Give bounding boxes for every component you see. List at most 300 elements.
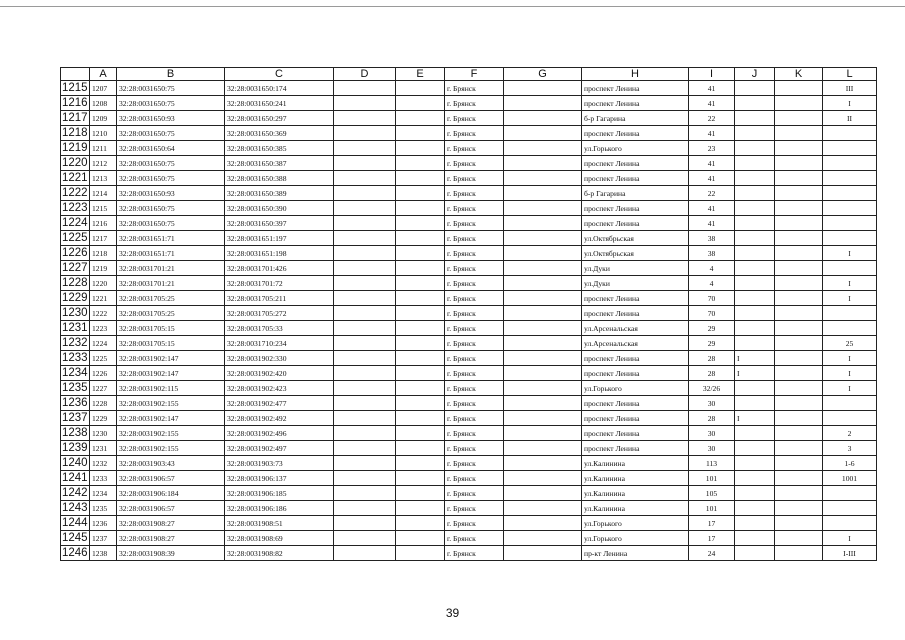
cell-d[interactable] (334, 381, 396, 396)
row-header[interactable]: 1242 (62, 486, 88, 499)
cell-l[interactable]: 2 (823, 426, 877, 441)
row-header[interactable]: 1227 (62, 261, 88, 274)
cell-b[interactable]: 32:28:0031902:155 (117, 426, 225, 441)
cell-j[interactable] (735, 531, 775, 546)
cell-a[interactable]: 1232 (90, 456, 117, 471)
cell-h[interactable]: проспект Ленина (582, 156, 689, 171)
cell-i[interactable]: 29 (689, 336, 735, 351)
cell-a[interactable]: 1238 (90, 546, 117, 561)
cell-h[interactable]: проспект Ленина (582, 366, 689, 381)
row-header[interactable]: 1217 (62, 111, 88, 124)
cell-f[interactable]: г. Брянск (445, 426, 504, 441)
cell-i[interactable]: 70 (689, 291, 735, 306)
cell-c[interactable]: 32:28:0031902:477 (225, 396, 334, 411)
cell-e[interactable] (396, 486, 445, 501)
cell-e[interactable] (396, 81, 445, 96)
cell-f[interactable]: г. Брянск (445, 486, 504, 501)
cell-g[interactable] (504, 231, 582, 246)
cell-a[interactable]: 1209 (90, 111, 117, 126)
cell-g[interactable] (504, 411, 582, 426)
cell-d[interactable] (334, 411, 396, 426)
cell-g[interactable] (504, 351, 582, 366)
column-header-g[interactable]: G (504, 68, 582, 81)
cell-i[interactable]: 30 (689, 441, 735, 456)
row-header[interactable]: 1243 (62, 501, 88, 514)
cell-b[interactable]: 32:28:0031906:57 (117, 501, 225, 516)
cell-g[interactable] (504, 171, 582, 186)
column-header-c[interactable]: C (225, 68, 334, 81)
cell-k[interactable] (775, 351, 823, 366)
cell-d[interactable] (334, 396, 396, 411)
cell-e[interactable] (396, 411, 445, 426)
row-header[interactable]: 1230 (62, 306, 88, 319)
cell-c[interactable]: 32:28:0031701:426 (225, 261, 334, 276)
cell-g[interactable] (504, 441, 582, 456)
cell-h[interactable]: б-р Гагарина (582, 111, 689, 126)
cell-d[interactable] (334, 366, 396, 381)
cell-e[interactable] (396, 96, 445, 111)
cell-f[interactable]: г. Брянск (445, 186, 504, 201)
cell-c[interactable]: 32:28:0031902:496 (225, 426, 334, 441)
cell-i[interactable]: 30 (689, 426, 735, 441)
cell-a[interactable]: 1214 (90, 186, 117, 201)
cell-e[interactable] (396, 126, 445, 141)
cell-e[interactable] (396, 336, 445, 351)
cell-l[interactable] (823, 321, 877, 336)
cell-f[interactable]: г. Брянск (445, 141, 504, 156)
cell-d[interactable] (334, 291, 396, 306)
cell-c[interactable]: 32:28:0031650:369 (225, 126, 334, 141)
cell-l[interactable] (823, 231, 877, 246)
cell-j[interactable] (735, 246, 775, 261)
cell-c[interactable]: 32:28:0031650:387 (225, 156, 334, 171)
cell-b[interactable]: 32:28:0031650:64 (117, 141, 225, 156)
cell-d[interactable] (334, 441, 396, 456)
cell-a[interactable]: 1211 (90, 141, 117, 156)
row-header[interactable]: 1239 (62, 441, 88, 454)
cell-b[interactable]: 32:28:0031908:27 (117, 516, 225, 531)
row-header[interactable]: 1241 (62, 471, 88, 484)
cell-j[interactable] (735, 501, 775, 516)
cell-a[interactable]: 1225 (90, 351, 117, 366)
cell-g[interactable] (504, 201, 582, 216)
cell-l[interactable] (823, 261, 877, 276)
cell-a[interactable]: 1228 (90, 396, 117, 411)
cell-l[interactable] (823, 156, 877, 171)
cell-d[interactable] (334, 546, 396, 561)
cell-g[interactable] (504, 96, 582, 111)
cell-d[interactable] (334, 261, 396, 276)
cell-k[interactable] (775, 216, 823, 231)
cell-j[interactable] (735, 336, 775, 351)
cell-g[interactable] (504, 336, 582, 351)
cell-k[interactable] (775, 306, 823, 321)
cell-g[interactable] (504, 306, 582, 321)
cell-f[interactable]: г. Брянск (445, 111, 504, 126)
cell-f[interactable]: г. Брянск (445, 381, 504, 396)
cell-b[interactable]: 32:28:0031902:115 (117, 381, 225, 396)
cell-j[interactable] (735, 231, 775, 246)
cell-b[interactable]: 32:28:0031651:71 (117, 231, 225, 246)
cell-e[interactable] (396, 231, 445, 246)
cell-e[interactable] (396, 381, 445, 396)
cell-e[interactable] (396, 366, 445, 381)
cell-b[interactable]: 32:28:0031651:71 (117, 246, 225, 261)
cell-k[interactable] (775, 81, 823, 96)
cell-i[interactable]: 17 (689, 516, 735, 531)
cell-b[interactable]: 32:28:0031650:75 (117, 201, 225, 216)
cell-d[interactable] (334, 306, 396, 321)
cell-a[interactable]: 1226 (90, 366, 117, 381)
cell-c[interactable]: 32:28:0031650:297 (225, 111, 334, 126)
cell-a[interactable]: 1227 (90, 381, 117, 396)
cell-c[interactable]: 32:28:0031650:389 (225, 186, 334, 201)
cell-j[interactable] (735, 426, 775, 441)
cell-i[interactable]: 4 (689, 261, 735, 276)
cell-a[interactable]: 1218 (90, 246, 117, 261)
cell-i[interactable]: 28 (689, 351, 735, 366)
cell-l[interactable] (823, 516, 877, 531)
cell-j[interactable] (735, 441, 775, 456)
cell-c[interactable]: 32:28:0031906:186 (225, 501, 334, 516)
cell-l[interactable] (823, 141, 877, 156)
row-header[interactable]: 1221 (62, 171, 88, 184)
cell-g[interactable] (504, 501, 582, 516)
cell-k[interactable] (775, 321, 823, 336)
cell-j[interactable] (735, 396, 775, 411)
cell-l[interactable]: 1-6 (823, 456, 877, 471)
cell-e[interactable] (396, 261, 445, 276)
cell-j[interactable] (735, 486, 775, 501)
cell-k[interactable] (775, 486, 823, 501)
cell-d[interactable] (334, 201, 396, 216)
cell-i[interactable]: 41 (689, 156, 735, 171)
cell-i[interactable]: 17 (689, 531, 735, 546)
cell-c[interactable]: 32:28:0031651:198 (225, 246, 334, 261)
cell-c[interactable]: 32:28:0031705:272 (225, 306, 334, 321)
cell-h[interactable]: ул.Калинина (582, 471, 689, 486)
cell-g[interactable] (504, 81, 582, 96)
cell-c[interactable]: 32:28:0031650:397 (225, 216, 334, 231)
cell-l[interactable] (823, 501, 877, 516)
cell-g[interactable] (504, 111, 582, 126)
cell-l[interactable]: I (823, 531, 877, 546)
cell-f[interactable]: г. Брянск (445, 501, 504, 516)
cell-b[interactable]: 32:28:0031650:75 (117, 96, 225, 111)
cell-d[interactable] (334, 501, 396, 516)
cell-f[interactable]: г. Брянск (445, 411, 504, 426)
cell-e[interactable] (396, 246, 445, 261)
cell-e[interactable] (396, 111, 445, 126)
cell-l[interactable]: 25 (823, 336, 877, 351)
cell-b[interactable]: 32:28:0031650:93 (117, 186, 225, 201)
cell-k[interactable] (775, 411, 823, 426)
cell-i[interactable]: 41 (689, 171, 735, 186)
cell-b[interactable]: 32:28:0031705:15 (117, 336, 225, 351)
cell-e[interactable] (396, 171, 445, 186)
cell-d[interactable] (334, 516, 396, 531)
cell-g[interactable] (504, 486, 582, 501)
cell-b[interactable]: 32:28:0031705:25 (117, 291, 225, 306)
cell-k[interactable] (775, 441, 823, 456)
cell-j[interactable]: I (735, 351, 775, 366)
cell-c[interactable]: 32:28:0031902:492 (225, 411, 334, 426)
cell-a[interactable]: 1235 (90, 501, 117, 516)
cell-f[interactable]: г. Брянск (445, 441, 504, 456)
cell-i[interactable]: 30 (689, 396, 735, 411)
cell-a[interactable]: 1230 (90, 426, 117, 441)
cell-g[interactable] (504, 126, 582, 141)
cell-g[interactable] (504, 426, 582, 441)
cell-c[interactable]: 32:28:0031902:423 (225, 381, 334, 396)
row-header[interactable]: 1219 (62, 141, 88, 154)
cell-d[interactable] (334, 111, 396, 126)
cell-h[interactable]: б-р Гагарина (582, 186, 689, 201)
cell-c[interactable]: 32:28:0031650:385 (225, 141, 334, 156)
cell-e[interactable] (396, 321, 445, 336)
cell-l[interactable]: I (823, 381, 877, 396)
cell-i[interactable]: 28 (689, 411, 735, 426)
cell-f[interactable]: г. Брянск (445, 546, 504, 561)
cell-e[interactable] (396, 291, 445, 306)
cell-f[interactable]: г. Брянск (445, 306, 504, 321)
cell-a[interactable]: 1236 (90, 516, 117, 531)
column-header-b[interactable]: B (117, 68, 225, 81)
cell-i[interactable]: 41 (689, 81, 735, 96)
cell-l[interactable]: I (823, 96, 877, 111)
cell-j[interactable] (735, 471, 775, 486)
row-header[interactable]: 1237 (62, 411, 88, 424)
row-header[interactable]: 1215 (62, 81, 88, 94)
cell-b[interactable]: 32:28:0031902:147 (117, 366, 225, 381)
column-header-l[interactable]: L (823, 68, 877, 81)
row-header[interactable]: 1245 (62, 531, 88, 544)
cell-k[interactable] (775, 96, 823, 111)
cell-j[interactable] (735, 81, 775, 96)
cell-g[interactable] (504, 366, 582, 381)
cell-e[interactable] (396, 426, 445, 441)
cell-a[interactable]: 1210 (90, 126, 117, 141)
cell-h[interactable]: проспект Ленина (582, 396, 689, 411)
cell-h[interactable]: ул.Дуки (582, 276, 689, 291)
column-header-j[interactable]: J (735, 68, 775, 81)
row-header[interactable]: 1220 (62, 156, 88, 169)
cell-h[interactable]: ул.Калинина (582, 486, 689, 501)
cell-a[interactable]: 1213 (90, 171, 117, 186)
cell-a[interactable]: 1219 (90, 261, 117, 276)
cell-d[interactable] (334, 216, 396, 231)
cell-k[interactable] (775, 396, 823, 411)
cell-k[interactable] (775, 426, 823, 441)
cell-g[interactable] (504, 516, 582, 531)
cell-h[interactable]: проспект Ленина (582, 426, 689, 441)
cell-b[interactable]: 32:28:0031906:57 (117, 471, 225, 486)
cell-b[interactable]: 32:28:0031902:147 (117, 411, 225, 426)
cell-c[interactable]: 32:28:0031902:330 (225, 351, 334, 366)
cell-f[interactable]: г. Брянск (445, 246, 504, 261)
cell-a[interactable]: 1233 (90, 471, 117, 486)
cell-c[interactable]: 32:28:0031650:388 (225, 171, 334, 186)
cell-h[interactable]: ул.Горького (582, 141, 689, 156)
row-header[interactable]: 1231 (62, 321, 88, 334)
column-header-f[interactable]: F (445, 68, 504, 81)
cell-h[interactable]: проспект Ленина (582, 216, 689, 231)
cell-a[interactable]: 1217 (90, 231, 117, 246)
cell-k[interactable] (775, 186, 823, 201)
cell-a[interactable]: 1216 (90, 216, 117, 231)
cell-e[interactable] (396, 276, 445, 291)
cell-d[interactable] (334, 426, 396, 441)
cell-c[interactable]: 32:28:0031902:497 (225, 441, 334, 456)
cell-k[interactable] (775, 366, 823, 381)
cell-l[interactable] (823, 171, 877, 186)
column-header-a[interactable]: A (90, 68, 117, 81)
cell-i[interactable]: 41 (689, 126, 735, 141)
cell-f[interactable]: г. Брянск (445, 156, 504, 171)
cell-b[interactable]: 32:28:0031705:25 (117, 306, 225, 321)
cell-k[interactable] (775, 531, 823, 546)
cell-a[interactable]: 1224 (90, 336, 117, 351)
cell-h[interactable]: пр-кт Ленина (582, 546, 689, 561)
cell-k[interactable] (775, 126, 823, 141)
cell-i[interactable]: 101 (689, 471, 735, 486)
cell-g[interactable] (504, 456, 582, 471)
column-header-e[interactable]: E (396, 68, 445, 81)
cell-f[interactable]: г. Брянск (445, 531, 504, 546)
cell-j[interactable] (735, 291, 775, 306)
cell-l[interactable] (823, 126, 877, 141)
cell-h[interactable]: ул.Калинина (582, 501, 689, 516)
cell-i[interactable]: 41 (689, 201, 735, 216)
column-header-h[interactable]: H (582, 68, 689, 81)
cell-f[interactable]: г. Брянск (445, 216, 504, 231)
cell-k[interactable] (775, 246, 823, 261)
cell-e[interactable] (396, 186, 445, 201)
cell-a[interactable]: 1234 (90, 486, 117, 501)
cell-h[interactable]: ул.Горького (582, 381, 689, 396)
cell-i[interactable]: 41 (689, 96, 735, 111)
column-header-d[interactable]: D (334, 68, 396, 81)
cell-j[interactable] (735, 546, 775, 561)
cell-c[interactable]: 32:28:0031650:390 (225, 201, 334, 216)
cell-d[interactable] (334, 456, 396, 471)
cell-j[interactable] (735, 516, 775, 531)
cell-k[interactable] (775, 141, 823, 156)
cell-f[interactable]: г. Брянск (445, 396, 504, 411)
cell-l[interactable]: II (823, 111, 877, 126)
cell-l[interactable] (823, 486, 877, 501)
cell-b[interactable]: 32:28:0031705:15 (117, 321, 225, 336)
cell-b[interactable]: 32:28:0031650:75 (117, 126, 225, 141)
row-header[interactable]: 1233 (62, 351, 88, 364)
cell-h[interactable]: проспект Ленина (582, 81, 689, 96)
cell-d[interactable] (334, 156, 396, 171)
cell-d[interactable] (334, 171, 396, 186)
cell-e[interactable] (396, 546, 445, 561)
cell-f[interactable]: г. Брянск (445, 126, 504, 141)
cell-f[interactable]: г. Брянск (445, 351, 504, 366)
cell-g[interactable] (504, 186, 582, 201)
cell-c[interactable]: 32:28:0031908:69 (225, 531, 334, 546)
cell-h[interactable]: ул.Октябрьская (582, 246, 689, 261)
cell-i[interactable]: 101 (689, 501, 735, 516)
cell-j[interactable] (735, 171, 775, 186)
cell-h[interactable]: проспект Ленина (582, 291, 689, 306)
cell-a[interactable]: 1221 (90, 291, 117, 306)
cell-j[interactable] (735, 111, 775, 126)
cell-e[interactable] (396, 201, 445, 216)
cell-h[interactable]: ул.Арсенальская (582, 321, 689, 336)
cell-e[interactable] (396, 141, 445, 156)
cell-d[interactable] (334, 471, 396, 486)
cell-f[interactable]: г. Брянск (445, 231, 504, 246)
cell-d[interactable] (334, 186, 396, 201)
cell-d[interactable] (334, 531, 396, 546)
cell-i[interactable]: 32/26 (689, 381, 735, 396)
row-header[interactable]: 1229 (62, 291, 88, 304)
cell-i[interactable]: 24 (689, 546, 735, 561)
cell-g[interactable] (504, 471, 582, 486)
cell-f[interactable]: г. Брянск (445, 456, 504, 471)
cell-h[interactable]: проспект Ленина (582, 351, 689, 366)
cell-b[interactable]: 32:28:0031902:155 (117, 396, 225, 411)
cell-f[interactable]: г. Брянск (445, 321, 504, 336)
row-header[interactable]: 1236 (62, 396, 88, 409)
cell-d[interactable] (334, 486, 396, 501)
cell-k[interactable] (775, 231, 823, 246)
cell-i[interactable]: 41 (689, 216, 735, 231)
cell-j[interactable] (735, 216, 775, 231)
row-header[interactable]: 1235 (62, 381, 88, 394)
cell-k[interactable] (775, 381, 823, 396)
cell-d[interactable] (334, 141, 396, 156)
cell-i[interactable]: 23 (689, 141, 735, 156)
cell-k[interactable] (775, 261, 823, 276)
cell-c[interactable]: 32:28:0031906:185 (225, 486, 334, 501)
row-header[interactable]: 1244 (62, 516, 88, 529)
cell-c[interactable]: 32:28:0031650:174 (225, 81, 334, 96)
cell-b[interactable]: 32:28:0031650:93 (117, 111, 225, 126)
cell-c[interactable]: 32:28:0031908:51 (225, 516, 334, 531)
row-header[interactable]: 1218 (62, 126, 88, 139)
cell-b[interactable]: 32:28:0031908:39 (117, 546, 225, 561)
cell-d[interactable] (334, 231, 396, 246)
cell-d[interactable] (334, 96, 396, 111)
cell-b[interactable]: 32:28:0031650:75 (117, 156, 225, 171)
cell-j[interactable] (735, 306, 775, 321)
cell-g[interactable] (504, 216, 582, 231)
cell-a[interactable]: 1223 (90, 321, 117, 336)
cell-h[interactable]: проспект Ленина (582, 96, 689, 111)
cell-b[interactable]: 32:28:0031701:21 (117, 261, 225, 276)
cell-c[interactable]: 32:28:0031650:241 (225, 96, 334, 111)
cell-f[interactable]: г. Брянск (445, 291, 504, 306)
cell-h[interactable]: проспект Ленина (582, 441, 689, 456)
cell-e[interactable] (396, 306, 445, 321)
cell-f[interactable]: г. Брянск (445, 276, 504, 291)
cell-l[interactable]: I-III (823, 546, 877, 561)
cell-i[interactable]: 70 (689, 306, 735, 321)
cell-k[interactable] (775, 111, 823, 126)
cell-k[interactable] (775, 276, 823, 291)
row-header[interactable]: 1216 (62, 96, 88, 109)
cell-b[interactable]: 32:28:0031903:43 (117, 456, 225, 471)
cell-l[interactable] (823, 216, 877, 231)
row-header[interactable]: 1238 (62, 426, 88, 439)
cell-j[interactable]: I (735, 411, 775, 426)
cell-c[interactable]: 32:28:0031651:197 (225, 231, 334, 246)
cell-a[interactable]: 1222 (90, 306, 117, 321)
